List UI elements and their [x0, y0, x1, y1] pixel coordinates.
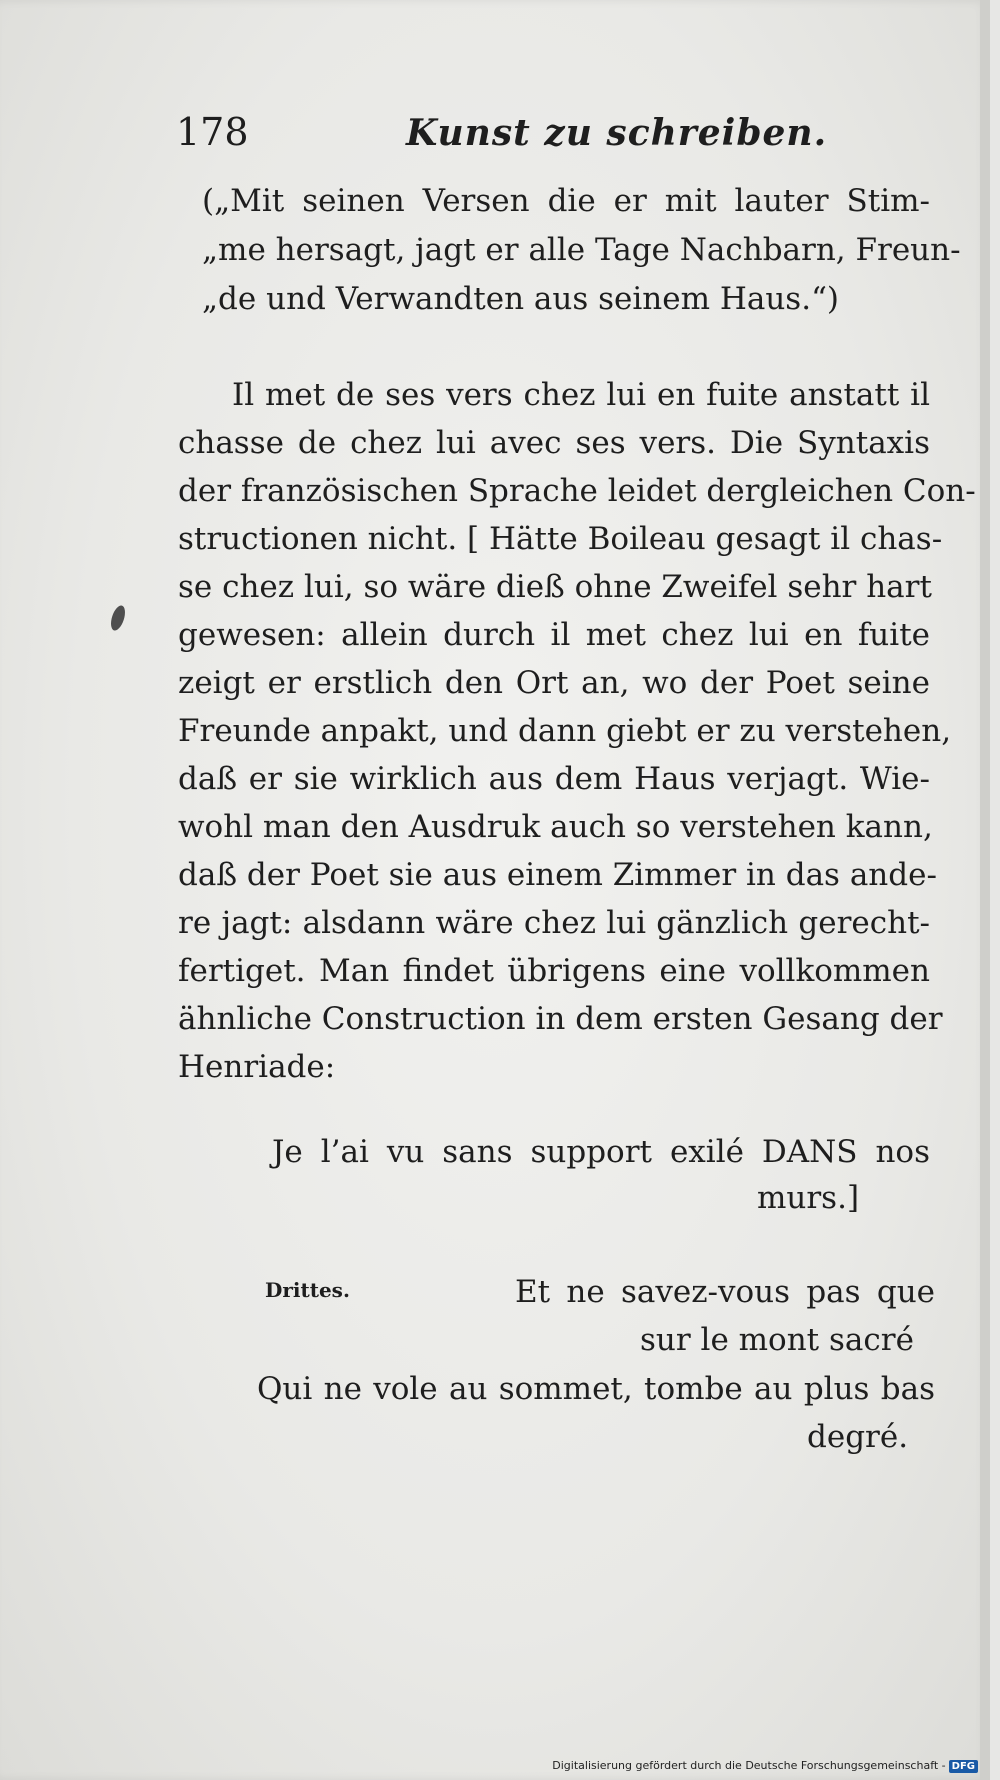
verse-turnover: sur le mont sacré: [640, 1322, 914, 1358]
body-line: Freunde anpakt, und dann giebt er zu verstehen,: [178, 713, 952, 749]
body-line: ähnliche Construction in dem ersten Gesang der: [178, 1001, 943, 1037]
digitization-credit: [552, 1759, 978, 1773]
quote-line: „me hersagt, jagt er alle Tage Nachbarn, Freun-: [202, 232, 961, 268]
verse-turnover: degré.: [807, 1419, 909, 1455]
margin-note: Drittes.: [265, 1278, 350, 1302]
page-number: 178: [176, 110, 249, 154]
page-header: [176, 110, 936, 160]
body-line: wohl man den Ausdruk auch so verstehen kann,: [178, 809, 933, 845]
body-line: zeigt er erstlich den Ort an, wo der Poet seine: [178, 665, 930, 701]
body-line: structionen nicht. [ Hätte Boileau gesagt il chas-: [178, 521, 943, 557]
body-line: fertiget. Man findet übrigens eine vollkommen: [178, 953, 930, 989]
verse-line: Je l’ai vu sans support exilé DANS nos: [272, 1134, 930, 1170]
running-head: Kunst zu schreiben.: [406, 112, 828, 154]
page-edge: [980, 0, 990, 1780]
verse-line: Qui ne vole au sommet, tombe au plus bas: [257, 1371, 935, 1407]
body-line: Il met de ses vers chez lui en fuite anstatt il: [232, 377, 930, 413]
quote-line: („Mit seinen Versen die er mit lauter Stim-: [202, 183, 930, 219]
verse-line: Et ne savez-vous pas que: [515, 1274, 935, 1310]
body-line: Henriade:: [178, 1049, 336, 1085]
verse-turnover: murs.]: [757, 1180, 860, 1216]
body-line: daß er sie wirklich aus dem Haus verjagt. Wie-: [178, 761, 930, 797]
body-line: se chez lui, so wäre dieß ohne Zweifel sehr hart: [178, 569, 932, 605]
credit-text: Digitalisierung gefördert durch die Deutsche Forschungsgemeinschaft -: [552, 1759, 946, 1772]
body-line: gewesen: allein durch il met chez lui en fuite: [178, 617, 930, 653]
quote-line: „de und Verwandten aus seinem Haus.“): [202, 281, 840, 317]
body-line: chasse de chez lui avec ses vers. Die Syntaxis: [178, 425, 930, 461]
body-line: daß der Poet sie aus einem Zimmer in das ande-: [178, 857, 937, 893]
ink-blot: [108, 604, 127, 632]
dfg-logo: DFG: [949, 1760, 978, 1773]
body-line: der französischen Sprache leidet dergleichen Con-: [178, 473, 976, 509]
body-line: re jagt: alsdann wäre chez lui gänzlich gerecht-: [178, 905, 930, 941]
